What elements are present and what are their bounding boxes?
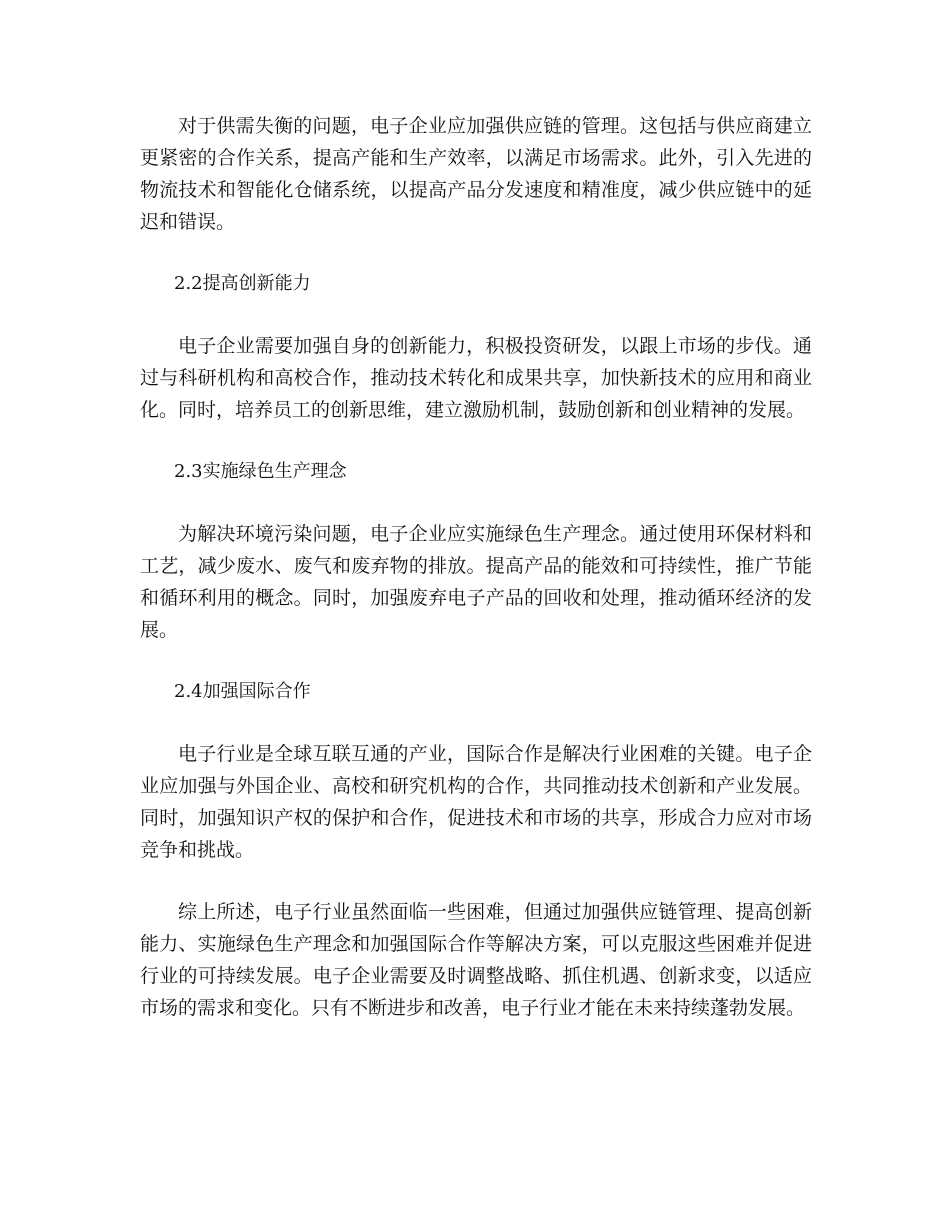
paragraph-green-production: 为解决环境污染问题，电子企业应实施绿色生产理念。通过使用环保材料和工艺，减少废水、废气和废弃物的排放。提高产品的能效和可持续性，推广节能和循环利用的概念。同时，加强废弃电子产品的回收和处理，推动循环经济的发展。 bbox=[140, 523, 812, 641]
heading-2-3: 2.3实施绿色生产理念 bbox=[174, 461, 347, 482]
paragraph-innovation: 电子企业需要加强自身的创新能力，积极投资研发，以跟上市场的步伐。通过与科研机构和高校合作，推动技术转化和成果共享，加快新技术的应用和商业化。同时，培养员工的创新思维，建立激励机制，鼓励创新和创业精神的发展。 bbox=[140, 335, 812, 421]
heading-2-2: 2.2提高创新能力 bbox=[174, 273, 311, 294]
document-body bbox=[140, 110, 812, 1054]
paragraph-international: 电子行业是全球互联互通的产业，国际合作是解决行业困难的关键。电子企业应加强与外国企业、高校和研究机构的合作，共同推动技术创新和产业发展。同时，加强知识产权的保护和合作，促进技术和市场的共享，形成合力应对市场竞争和挑战。 bbox=[140, 743, 812, 861]
heading-2-4: 2.4加强国际合作 bbox=[174, 681, 311, 702]
paragraph-supply-chain: 对于供需失衡的问题，电子企业应加强供应链的管理。这包括与供应商建立更紧密的合作关系，提高产能和生产效率，以满足市场需求。此外，引入先进的物流技术和智能化仓储系统，以提高产品分发速度和精准度，减少供应链中的延迟和错误。 bbox=[140, 115, 812, 233]
paragraph-conclusion: 综上所述，电子行业虽然面临一些困难，但通过加强供应链管理、提高创新能力、实施绿色生产理念和加强国际合作等解决方案，可以克服这些困难并促进行业的可持续发展。电子企业需要及时调整战略、抓住机遇、创新求变，以适应市场的需求和变化。只有不断进步和改善，电子行业才能在未来持续蓬勃发展。 bbox=[140, 901, 812, 1019]
